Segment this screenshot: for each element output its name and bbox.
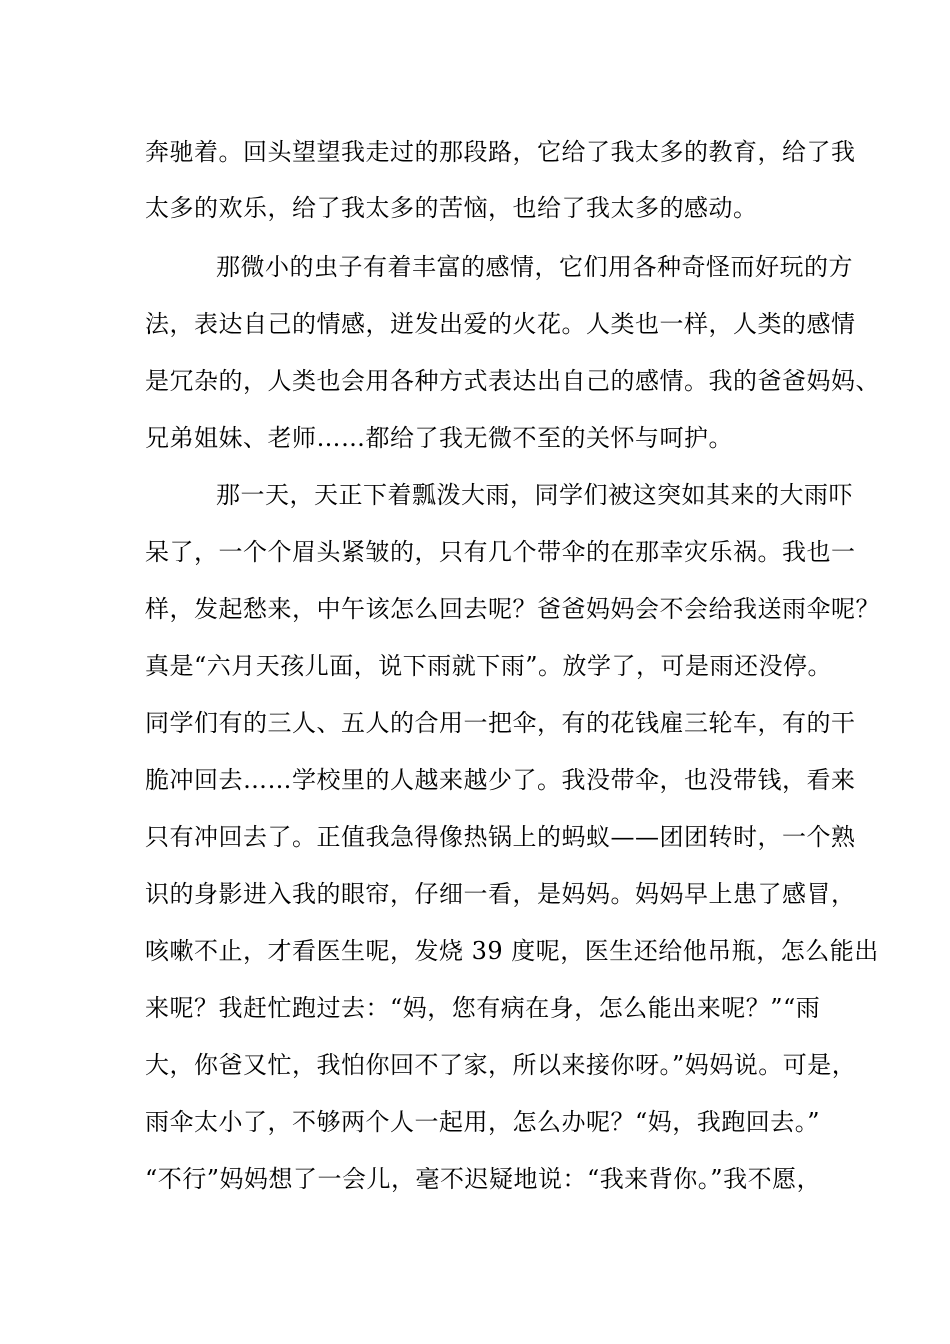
text-line: 雨伞太小了，不够两个人一起用，怎么办呢？“妈，我跑回去。” bbox=[145, 1108, 821, 1136]
text-line: 兄弟姐妹、老师……都给了我无微不至的关怀与呵护。 bbox=[145, 424, 733, 452]
text-line: 脆冲回去……学校里的人越来越少了。我没带伞，也没带钱，看来 bbox=[145, 766, 856, 794]
text-line: 大，你爸又忙，我怕你回不了家，所以来接你呀。”妈妈说。可是， bbox=[145, 1051, 857, 1079]
text-line: 太多的欢乐，给了我太多的苦恼，也给了我太多的感动。 bbox=[145, 194, 758, 222]
text-line: 识的身影进入我的眼帘，仔细一看，是妈妈。妈妈早上患了感冒， bbox=[145, 880, 856, 908]
text-line: 同学们有的三人、五人的合用一把伞，有的花钱雇三轮车，有的干 bbox=[145, 709, 856, 737]
text-line: 法，表达自己的情感，迸发出爱的火花。人类也一样，人类的感情 bbox=[145, 310, 856, 338]
text-line: 只有冲回去了。正值我急得像热锅上的蚂蚁——团团转时，一个熟 bbox=[145, 823, 856, 851]
text-line: 真是“六月天孩儿面，说下雨就下雨”。放学了，可是雨还没停。 bbox=[145, 652, 833, 680]
text-line: 样，发起愁来，中午该怎么回去呢？爸爸妈妈会不会给我送雨伞呢？ bbox=[145, 595, 880, 623]
text-line: 是冗杂的，人类也会用各种方式表达出自己的感情。我的爸爸妈妈、 bbox=[145, 367, 880, 395]
text-line: 奔驰着。回头望望我走过的那段路，它给了我太多的教育，给了我 bbox=[145, 138, 856, 166]
text-line: 咳嗽不止，才看医生呢，发烧 39 度呢，医生还给他吊瓶，怎么能出 bbox=[145, 937, 879, 965]
text-line: 呆了，一个个眉头紧皱的，只有几个带伞的在那幸灾乐祸。我也一 bbox=[145, 538, 856, 566]
text-line: “不行”妈妈想了一会儿，毫不迟疑地说：“我来背你。”我不愿， bbox=[145, 1165, 822, 1193]
paragraph-first-line: 那微小的虫子有着丰富的感情，它们用各种奇怪而好玩的方 bbox=[216, 253, 853, 281]
text-line: 来呢？我赶忙跑过去：“妈，您有病在身，怎么能出来呢？”“雨 bbox=[145, 994, 821, 1022]
paragraph-first-line: 那一天，天正下着瓢泼大雨，同学们被这突如其来的大雨吓 bbox=[216, 481, 853, 509]
